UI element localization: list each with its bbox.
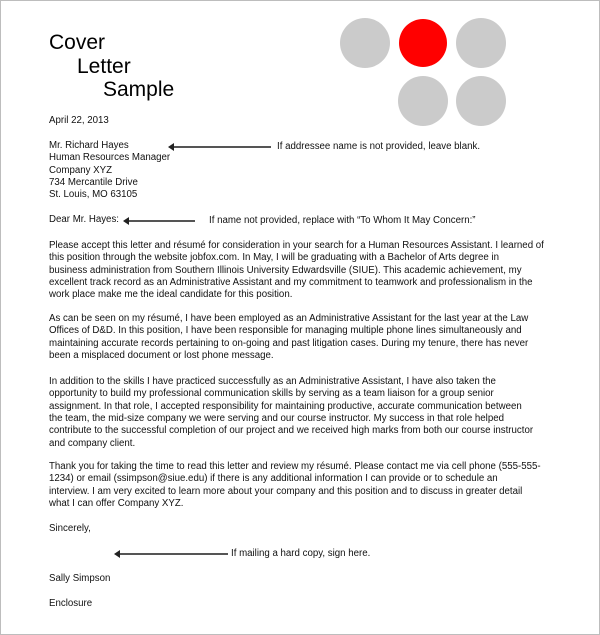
decorative-circle-gray: [340, 18, 390, 68]
paragraph-line: opportunity to build my professional communication skills by serving as a team liaison for a group senior: [49, 388, 494, 400]
decorative-circle-red: [399, 19, 447, 67]
paragraph-line: As can be seen on my résumé, I have been employed as an Administrative Assistant for the last year at the Law: [49, 313, 529, 324]
note-salutation: If name not provided, replace with “To Whom It May Concern:”: [209, 215, 476, 226]
paragraph-line: maintaining accurate records pertaining to on-going and past litigation cases. During my tenure, there has never: [49, 337, 529, 349]
paragraph-line: been a misplaced document or lost phone message.: [49, 350, 274, 362]
paragraph-line: contribute to the successful completion of our project and we received high marks from both our course instructor: [49, 425, 534, 437]
enclosure: Enclosure: [49, 598, 93, 609]
arrow-left-icon: [119, 553, 228, 555]
address-line: Human Resources Manager: [49, 152, 171, 163]
letter-date: April 22, 2013: [49, 115, 109, 126]
paragraph-line: what I can offer Company XYZ.: [49, 498, 184, 510]
paragraph-line: Offices of D&D. In this position, I have been responsible for managing multiple phone lines simultaneously and: [49, 325, 522, 337]
salutation: Dear Mr. Hayes:: [49, 214, 119, 225]
paragraph-line: 1234) or email (ssimpson@siue.edu) if there is any additional information I can provide or to schedule an: [49, 473, 498, 485]
address-line: 734 Mercantile Drive: [49, 177, 138, 188]
note-signature: If mailing a hard copy, sign here.: [231, 548, 371, 559]
title-letter: Letter: [77, 55, 131, 78]
arrow-left-icon: [128, 220, 195, 222]
paragraph-line: interview. I am very excited to learn more about your company and this position and to discuss in greater detail: [49, 485, 523, 497]
signer-name: Sally Simpson: [49, 573, 111, 584]
note-addressee: If addressee name is not provided, leave blank.: [277, 141, 481, 152]
decorative-circle-gray: [456, 18, 506, 68]
paragraph-line: and company client.: [49, 437, 136, 449]
paragraph-line: Thank you for taking the time to read this letter and review my résumé. Please contact me via cell phone (555-555-: [49, 461, 541, 472]
address-line: Mr. Richard Hayes: [49, 140, 129, 151]
paragraph-line: Please accept this letter and résumé for consideration in your search for a Human Resources Assistant. I learned of: [49, 240, 544, 251]
title-cover: Cover: [49, 31, 106, 54]
paragraph-line: the team, the mid-size company we were serving and our course instructor. My success in that role helped: [49, 413, 504, 425]
decorative-circle-gray: [398, 76, 448, 126]
paragraph-line: In addition to the skills I have practiced successfully as an Administrative Assistant, I have also taken the: [49, 376, 496, 387]
title-sample: Sample: [103, 78, 175, 101]
paragraph-line: assignment. In that role, I accepted responsibility for maintaining productive, accurate communication between: [49, 400, 522, 412]
paragraph-line: work place make me the ideal candidate for this position.: [49, 289, 293, 301]
paragraph-line: excellent track record as an Administrative Assistant and my commitment to teamwork and professionalism in the: [49, 277, 533, 289]
address-line: St. Louis, MO 63105: [49, 189, 138, 200]
paragraph-line: this position through the website jobfox.com. In May, I will be graduating with a Bachelor of Arts degree in: [49, 252, 499, 264]
paragraph-line: business administration from Southern Illinois University Edwardsville (SIUE). This academic achievement, my: [49, 264, 522, 276]
arrow-left-icon: [173, 146, 271, 148]
decorative-circle-gray: [456, 76, 506, 126]
address-line: Company XYZ: [49, 165, 112, 176]
closing: Sincerely,: [49, 523, 91, 534]
